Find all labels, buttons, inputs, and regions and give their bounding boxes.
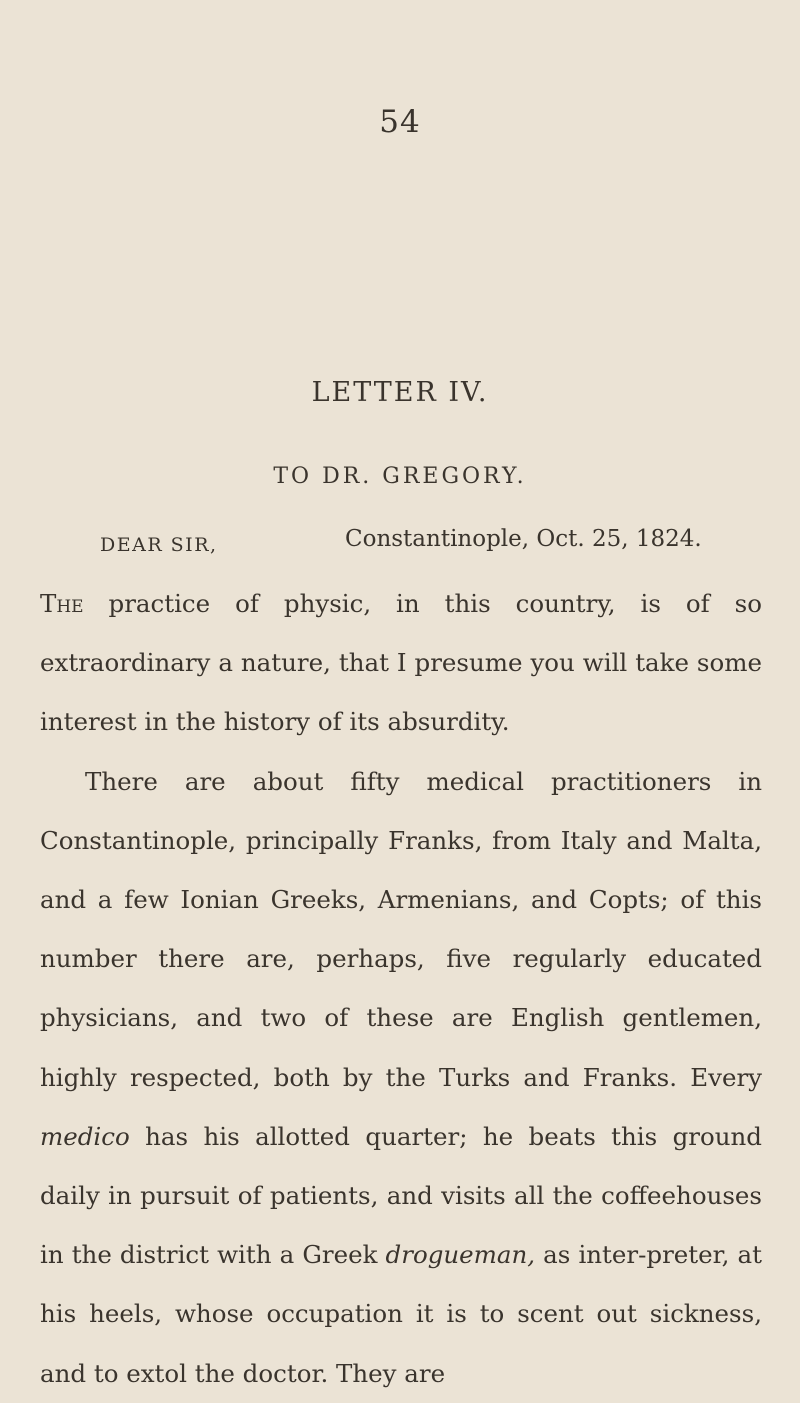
paragraph-1-text: practice of physic, in this country, is of so extraordinary a nature, that I presume you will take some interest in the history of its absurdity.: [40, 589, 762, 737]
paragraph-2-text-a: There are about fifty medical practitioners in Constantinople, principally Franks, from Italy and Malta, and a few Ionian Greeks, Armenians, and Copts; of this number there are, perhaps, five regularly educated physicians, and two of these are English gentlemen, highly respected, both by the Turks and Franks. Every: [40, 766, 762, 1092]
italic-term-medico: medico: [40, 1121, 130, 1151]
dateline: Constantinople, Oct. 25, 1824.: [345, 526, 702, 552]
letter-title: LETTER IV.: [311, 377, 489, 409]
salutation-row: [40, 526, 770, 566]
letter-body: [40, 574, 762, 1403]
page-number: 54: [379, 104, 421, 140]
italic-term-drogueman: drogueman,: [385, 1240, 536, 1270]
paragraph-2-text-c: as inter-preter, at his heels, whose occupation it is to scent out sickness, and to extol the doctor. They are: [40, 1240, 762, 1388]
letter-addressee: TO DR. GREGORY.: [273, 464, 527, 490]
paragraph-1: [40, 574, 762, 752]
paragraph-2-text-b: has his allotted quarter; he beats this ground daily in pursuit of patients, and visits all the coffeehouses in the district with a Greek: [40, 1121, 762, 1270]
salutation: DEAR SIR,: [100, 534, 218, 556]
paragraph-2: [40, 752, 762, 1403]
paragraph-lead-word: The: [40, 589, 84, 618]
